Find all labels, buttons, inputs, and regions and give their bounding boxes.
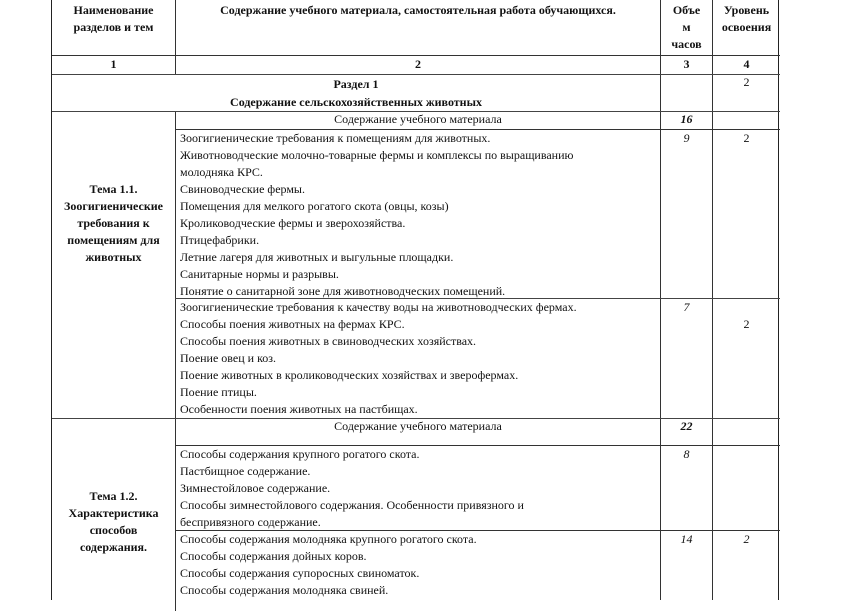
block-level-value: 2 bbox=[743, 532, 750, 546]
header-col4-line: Уровень bbox=[723, 3, 770, 17]
block-level bbox=[713, 130, 780, 147]
content-line: Животноводческие молочно-товарные фермы и комплексы по выращиванию bbox=[180, 148, 574, 162]
content-line: Способы содержания крупного рогатого скота. bbox=[180, 447, 420, 461]
content-header-text: Содержание учебного материала bbox=[334, 419, 502, 433]
header-col2-text: Содержание учебного материала, самостоятельная работа обучающихся. bbox=[220, 3, 616, 17]
block-hours bbox=[661, 531, 712, 548]
block-level bbox=[713, 316, 780, 333]
topic-1-1-title bbox=[52, 181, 175, 266]
column-number-text: 4 bbox=[743, 57, 750, 71]
header-col4 bbox=[713, 2, 780, 36]
content-line: Кролиководческие фермы и зверохозяйства. bbox=[180, 216, 406, 230]
topic-title-line: Тема 1.2. bbox=[89, 489, 138, 503]
column-number-text: 1 bbox=[110, 57, 117, 71]
block-hours bbox=[661, 130, 712, 147]
content-block bbox=[180, 299, 658, 418]
header-col2 bbox=[176, 2, 660, 19]
divider bbox=[175, 111, 176, 611]
content-line: Зоогигиенические требования к помещениям для животных. bbox=[180, 131, 491, 145]
header-col3 bbox=[661, 2, 712, 53]
topic-title-line: Характеристика bbox=[68, 506, 159, 520]
content-line: Способы поения животных в свиноводческих хозяйствах. bbox=[180, 334, 477, 348]
content-line: Птицефабрики. bbox=[180, 233, 260, 247]
content-line: Способы зимнестойлового содержания. Особенности привязного и bbox=[180, 498, 524, 512]
header-col1-text: Наименование разделов и тем bbox=[73, 3, 154, 34]
content-header bbox=[176, 111, 660, 128]
block-level-value: 2 bbox=[743, 317, 750, 331]
column-number-text: 3 bbox=[683, 57, 690, 71]
content-line: Пастбищное содержание. bbox=[180, 464, 311, 478]
content-line: Способы содержания супоросных свиноматок. bbox=[180, 566, 420, 580]
content-line: Способы содержания молодняка крупного рогатого скота. bbox=[180, 532, 477, 546]
block-level bbox=[713, 531, 780, 548]
topic-title-line: Зоогигиенические bbox=[64, 199, 163, 213]
content-line: Летние лагеря для животных и выгульные площадки. bbox=[180, 250, 454, 264]
header-col3-line: Объе bbox=[672, 3, 701, 17]
content-line: Помещения для мелкого рогатого скота (овцы, козы) bbox=[180, 199, 449, 213]
content-line: молодняка КРС. bbox=[180, 165, 263, 179]
column-number-3 bbox=[661, 56, 712, 73]
block-hours bbox=[661, 446, 712, 463]
total-hours bbox=[661, 418, 712, 435]
column-number-2 bbox=[176, 56, 660, 73]
total-hours bbox=[661, 111, 712, 128]
column-number-1 bbox=[52, 56, 175, 73]
content-line: Понятие о санитарной зоне для животноводческих помещений. bbox=[180, 284, 506, 298]
content-line: Способы содержания дойных коров. bbox=[180, 549, 367, 563]
block-hours bbox=[661, 299, 712, 316]
content-line: Особенности поения животных на пастбищах. bbox=[180, 402, 418, 416]
section-subtitle: Содержание сельскохозяйственных животных bbox=[230, 95, 482, 109]
topic-title-line: животных bbox=[85, 250, 142, 264]
content-line: Способы содержания молодняка свиней. bbox=[180, 583, 389, 597]
content-line: Зоогигиенические требования к качеству воды на животноводческих фермах. bbox=[180, 300, 577, 314]
column-number-text: 2 bbox=[415, 57, 421, 71]
header-col3-line: м bbox=[682, 20, 691, 34]
content-line: Поение овец и коз. bbox=[180, 351, 277, 365]
content-block bbox=[180, 531, 658, 599]
content-line: Способы поения животных на фермах КРС. bbox=[180, 317, 405, 331]
content-line: Зимнестойловое содержание. bbox=[180, 481, 331, 495]
topic-title-line: способов bbox=[89, 523, 138, 537]
total-hours-value: 16 bbox=[680, 112, 693, 126]
content-line: Поение птицы. bbox=[180, 385, 257, 399]
content-line: Санитарные нормы и разрывы. bbox=[180, 267, 339, 281]
block-hours-value: 14 bbox=[680, 532, 693, 546]
content-block bbox=[180, 446, 658, 531]
topic-title-line: Тема 1.1. bbox=[89, 182, 138, 196]
section-level-value: 2 bbox=[743, 75, 750, 89]
topic-title-line: требования к bbox=[77, 216, 150, 230]
content-line: беспривязного содержание. bbox=[180, 515, 321, 529]
header-col4-line: освоения bbox=[721, 20, 772, 34]
header-col3-line: часов bbox=[671, 37, 702, 51]
content-header-text: Содержание учебного материала bbox=[334, 112, 502, 126]
block-hours-value: 7 bbox=[683, 300, 690, 314]
content-block bbox=[180, 130, 658, 300]
content-line: Свиноводческие фермы. bbox=[180, 182, 305, 196]
total-hours-value: 22 bbox=[680, 419, 693, 433]
curriculum-table bbox=[51, 0, 779, 600]
section-heading bbox=[52, 75, 660, 111]
column-number-4 bbox=[713, 56, 780, 73]
content-line: Поение животных в кролиководческих хозяйствах и зверофермах. bbox=[180, 368, 519, 382]
block-level-value: 2 bbox=[743, 131, 750, 145]
content-header bbox=[176, 418, 660, 435]
topic-title-line: помещениям для bbox=[67, 233, 160, 247]
topic-title-line: содержания. bbox=[79, 540, 148, 554]
section-level bbox=[713, 74, 780, 91]
header-col1 bbox=[56, 2, 171, 36]
block-hours-value: 8 bbox=[683, 447, 690, 461]
section-title: Раздел 1 bbox=[333, 77, 379, 91]
block-hours-value: 9 bbox=[683, 131, 690, 145]
topic-1-2-title bbox=[52, 488, 175, 556]
